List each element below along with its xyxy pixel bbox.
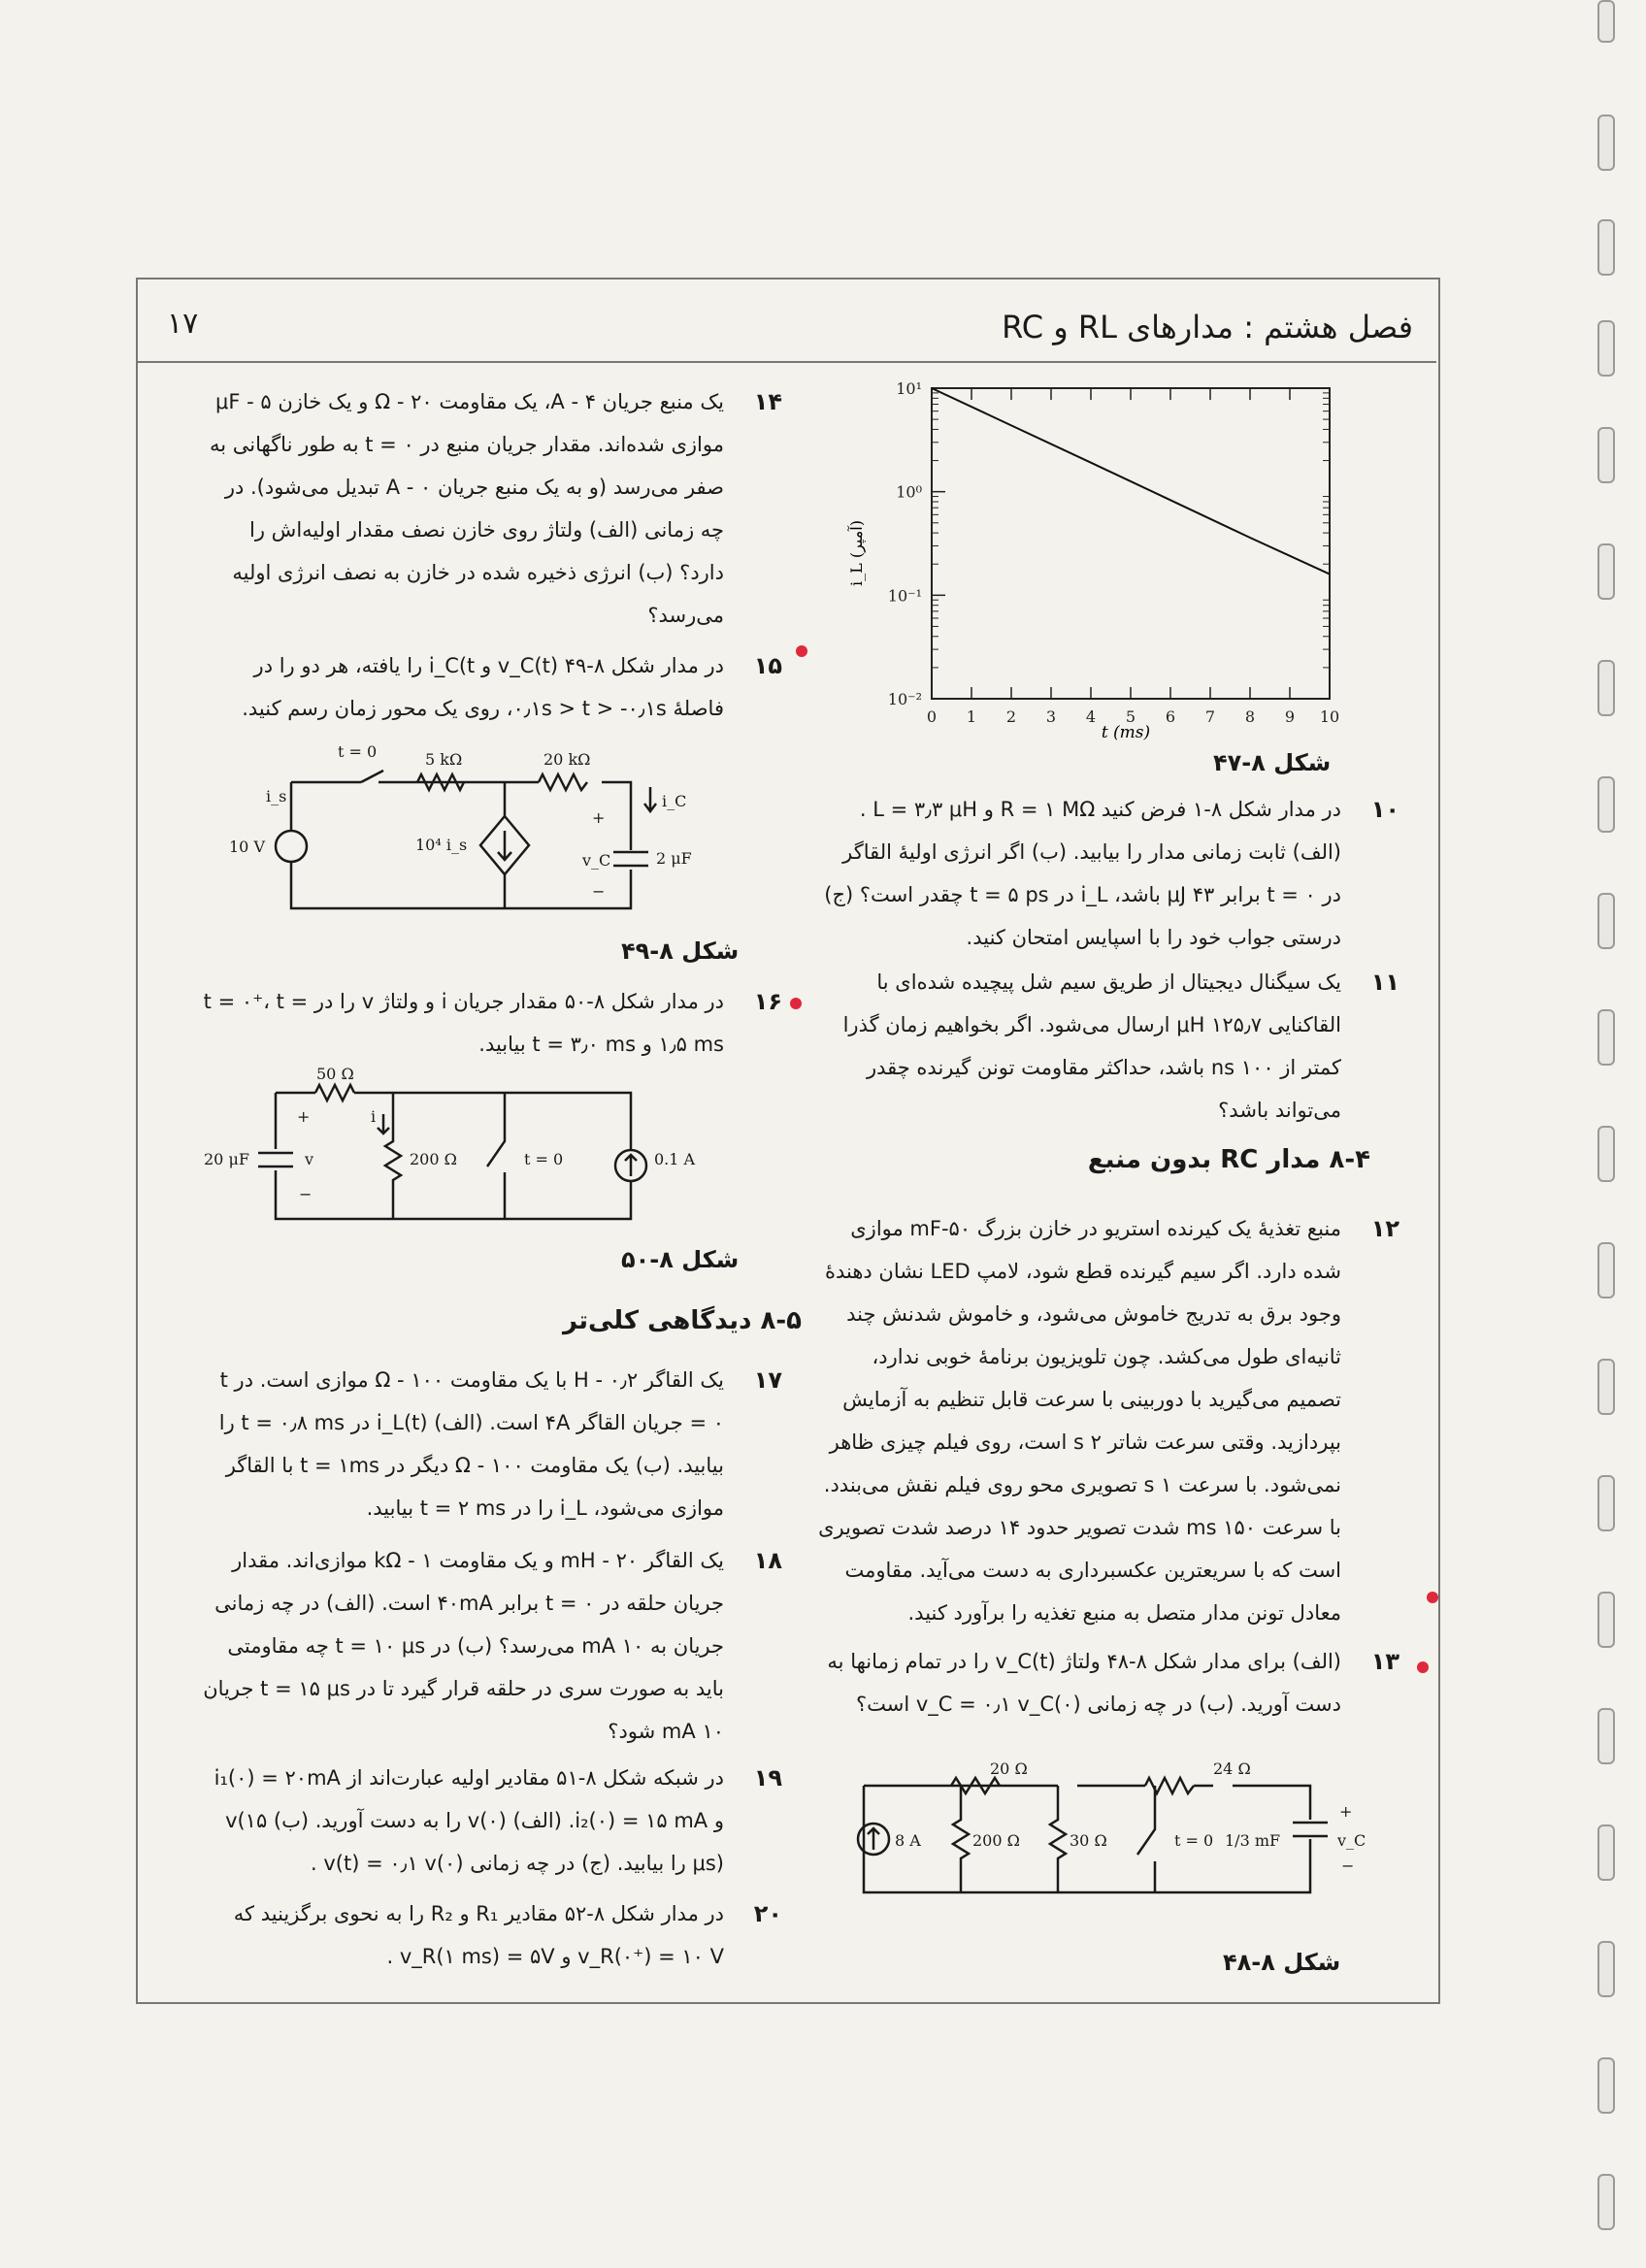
x-tick-label: 4 <box>1085 707 1097 726</box>
spiral-binding <box>1596 0 1634 2268</box>
problem-number: ۱۱ <box>1370 969 1399 996</box>
binding-hole <box>1597 1359 1615 1415</box>
problem-14 <box>200 380 782 637</box>
label-cap: 1/3 mF <box>1225 1831 1281 1850</box>
binding-hole <box>1597 660 1615 716</box>
label-plus: + <box>1339 1802 1353 1821</box>
figure-49-circuit <box>223 734 708 918</box>
label-is: i_s <box>266 787 287 805</box>
x-tick-label: 2 <box>1005 707 1017 726</box>
chart-ylabel: i_L (آمپر) <box>847 520 866 586</box>
problem-number: ۱۹ <box>753 1764 782 1791</box>
label-50ohm: 50 Ω <box>316 1065 354 1083</box>
section-8-4-heading: ۸-۴ مدار RC بدون منبع <box>1087 1145 1370 1174</box>
chart-frame <box>932 388 1330 699</box>
label-200ohm: 200 Ω <box>410 1150 457 1168</box>
x-tick-label: 9 <box>1284 707 1296 726</box>
page-number: ۱۷ <box>167 307 199 341</box>
resistor-200 <box>385 1093 401 1219</box>
voltage-source-icon <box>276 831 307 862</box>
label-t0: t = 0 <box>524 1150 564 1168</box>
binding-hole <box>1597 893 1615 949</box>
binding-hole <box>1597 543 1615 600</box>
problem-19 <box>200 1757 782 1885</box>
figure-48-caption: شکل ۸-۴۸ <box>1223 1949 1341 1976</box>
label-t0: t = 0 <box>338 742 378 761</box>
figure-47-chart <box>835 369 1359 757</box>
label-20ohm: 20 Ω <box>990 1759 1028 1778</box>
label-plus: + <box>297 1107 311 1126</box>
label-minus: − <box>299 1185 313 1203</box>
arrow-up-icon <box>625 1155 637 1176</box>
label-20k: 20 kΩ <box>543 750 591 769</box>
problem-number: ۱۳ <box>1370 1648 1399 1675</box>
switch <box>1137 1786 1155 1892</box>
arrow-down-icon <box>378 1114 389 1134</box>
arrow-down-icon <box>498 831 511 860</box>
problem-text: یک القاگر ۲۰ - mH و یک مقاومت ۱ - kΩ موازی‌اند. مقدار جریان حلقه در t = ۰ برابر ۴۰mA است. (الف) در چه زمانی جریان به ۱۰ mA می‌رسد؟ (ب) در t = ۱۰ μs چه مقاومتی باید به صورت سری در حلقه قرار گیرد تا در t = ۱۵ μs جریان ۱۰ mA شود؟ <box>203 1549 724 1743</box>
problem-11 <box>817 961 1399 1132</box>
problem-text: یک منبع جریان ۴ - A، یک مقاومت ۲۰ - Ω و یک خازن ۵ - μF موازی شده‌اند. مقدار جریان منبع در t = ۰ به طور ناگهانی به صفر می‌رسد (و به یک منبع جریان ۰ - A تبدیل می‌شود). در چه زمانی (الف) ولتاژ روی خازن نصف مقدار اولیه‌اش را دارد؟ (ب) انرژی ذخیره شده در خازن به نصف انرژی اولیه می‌رسد؟ <box>209 390 724 627</box>
label-30ohm: 30 Ω <box>1070 1831 1107 1850</box>
resistor-50 <box>315 1085 354 1101</box>
red-marker-dot <box>790 998 802 1009</box>
x-tick-label: 6 <box>1165 707 1176 726</box>
switch <box>361 771 383 782</box>
binding-hole <box>1597 219 1615 276</box>
problem-number: ۲۰ <box>753 1900 782 1927</box>
problem-18 <box>200 1539 782 1753</box>
problem-text: (الف) برای مدار شکل ۸-۴۸ ولتاژ v_C(t) را در تمام زمانها به دست آورید. (ب) در چه زمانی v_C = ۰٫۱ v_C(۰) است؟ <box>827 1650 1341 1716</box>
label-8a: 8 A <box>895 1831 921 1850</box>
label-24ohm: 24 Ω <box>1213 1759 1251 1778</box>
label-01a: 0.1 A <box>654 1150 696 1168</box>
figure-50-circuit <box>194 1064 738 1229</box>
problem-17 <box>200 1359 782 1529</box>
binding-hole <box>1597 1475 1615 1531</box>
binding-hole <box>1597 1941 1615 1997</box>
binding-hole <box>1597 427 1615 483</box>
arrow-up-icon <box>868 1828 879 1850</box>
binding-hole <box>1597 1126 1615 1182</box>
figure-50-caption: شکل ۸-۵۰ <box>621 1246 740 1273</box>
resistor-24 <box>1145 1778 1194 1793</box>
label-plus: + <box>592 808 606 827</box>
red-marker-dot <box>1417 1661 1429 1673</box>
capacitor <box>1293 1823 1328 1836</box>
problem-text: یک القاگر ۰٫۲ - H با یک مقاومت ۱۰۰ - Ω موازی است. در t = ۰ جریان القاگر ۴A است. (الف) i_L(t) در t = ۰٫۸ ms را بیابید. (ب) یک مقاومت ۱۰۰ - Ω دیگر در t = ۱ms با القاگر موازی می‌شود، i_L را در t = ۲ ms بیابید. <box>218 1368 724 1520</box>
problem-text: منبع تغذیهٔ یک کیرنده استریو در خازن بزرگ ۵۰-mF موازی شده دارد. اگر سیم گیرنده قطع شود، لامپ LED نشان دهندهٔ وجود برق به تدریج خاموش می‌شود، و خاموش شدنش چند ثانیه‌ای طول می‌کشد. چون تلویزیون برنامهٔ خوبی ندارد، تصمیم می‌گیرید با دوربینی با سرعت قابل تنظیم به آزمایش بپردازید. وقتی سرعت شاتر ۲ s است، روی فیلم چیزی ظاهر نمی‌شود. با سرعت ۱ s تصویری محو روی فیلم نقش می‌بندد. با سرعت ۱۵۰ ms شدت تصویر حدود ۱۴ درصد شدت تصویری است که با سریعترین عکسبرداری به دست می‌آید. مقاومت معادل تونن مدار متصل به منبع تغذیه را برآورد کنید. <box>818 1217 1341 1625</box>
figure-47-caption: شکل ۸-۴۷ <box>1213 749 1332 776</box>
binding-hole <box>1597 1009 1615 1066</box>
binding-hole <box>1597 0 1615 43</box>
problem-text: در مدار شکل ۸-۵۲ مقادیر R₁ و R₂ را به نحوی برگزینید که v_R(۰⁺) = ۱۰ V و v_R(۱ ms) = ۵V . <box>233 1902 724 1968</box>
label-minus: − <box>592 882 606 901</box>
problem-text: در مدار شکل ۸-۵۰ مقدار جریان i و ولتاژ v را در t = ۰⁺، t = ۱٫۵ ms و t = ۳٫۰ ms بیابید. <box>203 990 724 1056</box>
label-v: v <box>305 1150 314 1168</box>
problem-text: در مدار شکل ۸-۱ فرض کنید R = ۱ MΩ و L = ۳٫۳ μH . (الف) ثابت زمانی مدار را بیابید. (ب) اگر انرژی اولیهٔ القاگر در t = ۰ برابر ۴۳ μJ باشد، i_L در t = ۵ ps چقدر است؟ (ج) درستی جواب خود را با اسپایس امتحان کنید. <box>824 798 1341 949</box>
resistor-30 <box>1050 1786 1066 1892</box>
label-t0: t = 0 <box>1174 1831 1214 1850</box>
y-tick-label: 10⁻² <box>887 690 922 708</box>
problem-number: ۱۷ <box>753 1366 782 1394</box>
label-200ohm: 200 Ω <box>972 1831 1020 1850</box>
label-minus: − <box>1341 1857 1355 1875</box>
x-tick-label: 3 <box>1045 707 1057 726</box>
resistor-200 <box>953 1786 969 1892</box>
binding-hole <box>1597 1242 1615 1298</box>
header-divider <box>136 361 1436 363</box>
problem-15 <box>200 644 782 730</box>
chapter-title: فصل هشتم : مدارهای RL و RC <box>1002 309 1413 345</box>
red-marker-dot <box>796 645 807 657</box>
binding-hole <box>1597 776 1615 833</box>
label-i: i <box>371 1107 377 1126</box>
binding-hole <box>1597 1824 1615 1881</box>
problem-text: در شبکه شکل ۸-۵۱ مقادیر اولیه عبارت‌اند از i₁(۰) = ۲۰mA و i₂(۰) = ۱۵ mA. (الف) v(۰) را به دست آورید. (ب) v(۱۵ μs) را بیابید. (ج) در چه زمانی v(t) = ۰٫۱ v(۰) . <box>214 1766 724 1875</box>
binding-hole <box>1597 115 1615 171</box>
y-tick-label: 10⁻¹ <box>887 586 922 606</box>
binding-hole <box>1597 1708 1615 1764</box>
y-tick-label: 10¹ <box>896 379 922 398</box>
binding-hole <box>1597 320 1615 377</box>
label-10v: 10 V <box>229 838 265 856</box>
y-tick-label: 10⁰ <box>896 482 922 502</box>
problem-13 <box>817 1640 1399 1726</box>
label-ic: i_C <box>662 792 687 810</box>
problem-number: ۱۴ <box>753 388 782 415</box>
arrow-down-icon <box>644 787 656 811</box>
x-tick-label: 1 <box>966 707 977 726</box>
label-vc: v_C <box>582 851 611 870</box>
problem-10 <box>817 788 1399 959</box>
x-tick-label: 5 <box>1125 707 1136 726</box>
problem-text: در مدار شکل ۸-۴۹ (v_C(t و i_C(t را یافته، هر دو را در فاصلهٔ ۰٫۱s > t > -۰٫۱s، روی یک محور زمان رسم کنید. <box>242 654 724 720</box>
problem-16 <box>200 980 782 1066</box>
figure-48-circuit <box>844 1747 1368 1922</box>
problem-12 <box>817 1207 1399 1634</box>
problem-number: ۱۵ <box>753 652 782 679</box>
problem-text: یک سیگنال دیجیتال از طریق سیم شل پیچیده شده‌ای با القاکنایی ۱۲۵٫۷ μH ارسال می‌شود. اگر بخواهیم زمان گذرا کمتر از ۱۰۰ ns باشد، حداکثر مقاومت تونن گیرنده چقدر می‌تواند باشد؟ <box>842 970 1341 1122</box>
binding-hole <box>1597 2057 1615 2114</box>
label-vc: v_C <box>1337 1831 1366 1850</box>
chart-plot-group <box>888 379 1339 726</box>
problem-number: ۱۲ <box>1370 1215 1399 1242</box>
switch <box>487 1093 505 1219</box>
problem-20 <box>200 1892 782 1978</box>
red-marker-dot <box>1427 1592 1438 1603</box>
resistor-20k <box>539 774 587 790</box>
resistor-5k <box>417 774 464 790</box>
problem-number: ۱۰ <box>1370 796 1399 823</box>
series-line <box>932 388 1330 575</box>
x-tick-label: 8 <box>1244 707 1256 726</box>
section-8-5-heading: ۸-۵ دیدگاهی کلی‌تر <box>563 1306 802 1335</box>
problem-number: ۱۸ <box>753 1547 782 1574</box>
label-dep: 10⁴ i_s <box>415 836 468 854</box>
capacitor <box>258 1153 293 1167</box>
figure-49-caption: شکل ۸-۴۹ <box>621 937 740 965</box>
label-20uF: 20 μF <box>204 1150 249 1168</box>
x-tick-label: 0 <box>926 707 938 726</box>
label-5k: 5 kΩ <box>425 750 463 769</box>
capacitor <box>613 852 648 866</box>
binding-hole <box>1597 2174 1615 2230</box>
binding-hole <box>1597 1592 1615 1648</box>
chart-xlabel: t (ms) <box>1101 723 1151 742</box>
x-tick-label: 10 <box>1319 707 1340 726</box>
label-2uF: 2 μF <box>656 849 692 868</box>
problem-number: ۱۶ <box>753 988 782 1015</box>
x-tick-label: 7 <box>1204 707 1216 726</box>
